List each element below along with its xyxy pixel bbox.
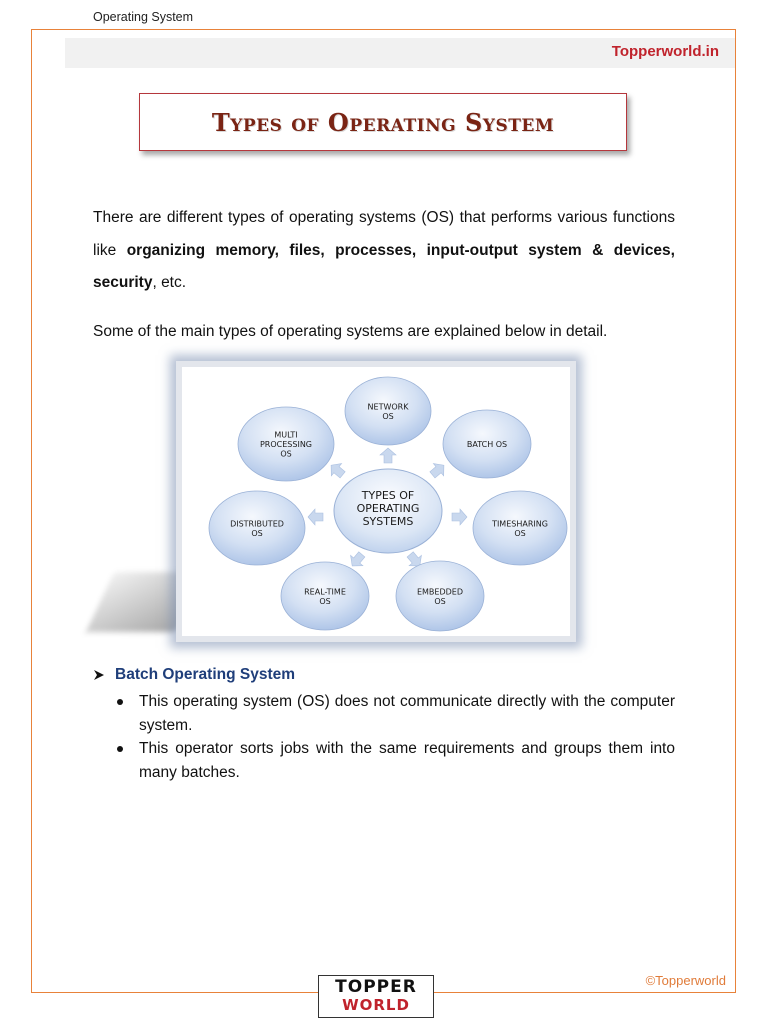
arrow-bullet-icon: [93, 669, 105, 681]
bullet-dot-icon: [117, 746, 123, 752]
running-header: Operating System: [93, 10, 194, 24]
topperworld-logo: [318, 975, 434, 1018]
intro-bold-text: organizing memory, files, processes, input-output system & devices, security: [93, 241, 675, 291]
node-label: OS: [434, 596, 446, 606]
connector-arrow-icon: [427, 459, 449, 481]
connector-arrow-icon: [452, 509, 467, 525]
node-label: OS: [382, 411, 394, 421]
brand-link[interactable]: Topperworld.in: [611, 43, 719, 60]
node-label: REAL-TIME: [304, 587, 346, 597]
node-label: OS: [251, 528, 263, 538]
connector-arrow-icon: [380, 448, 396, 463]
logo-top-text: TOPPER: [335, 977, 417, 997]
node-label: DISTRIBUTED: [230, 519, 284, 529]
bullet-dot-icon: [117, 699, 123, 705]
center-node-label: TYPES OF: [361, 489, 415, 502]
connector-arrow-icon: [308, 509, 323, 525]
os-types-diagram: [176, 361, 576, 642]
intro-text-before: There are different types of operating systems (OS) that performs various functions like: [93, 209, 675, 259]
bullet-text: This operator sorts jobs with the same requirements and groups them into many batches.: [139, 740, 675, 781]
copyright-text: ©Topperworld: [645, 973, 726, 988]
intro-text-after: , etc.: [152, 274, 187, 291]
node-label: NETWORK: [367, 402, 409, 412]
node-label: MULTI: [274, 430, 298, 440]
node-label: OS: [514, 528, 526, 538]
bullet-list: [115, 690, 675, 784]
intro-paragraph: [93, 202, 675, 300]
node-label: TIMESHARING: [492, 519, 548, 529]
center-node-label: SYSTEMS: [362, 515, 414, 528]
node-label: BATCH OS: [466, 440, 508, 449]
node-label: PROCESSING: [259, 440, 313, 449]
section-heading: [93, 666, 295, 684]
logo-bottom-text: WORLD: [342, 996, 410, 1014]
bullet-text: This operating system (OS) does not communicate directly with the computer system.: [139, 693, 675, 734]
connector-arrow-icon: [326, 459, 348, 481]
diagram-canvas: [182, 367, 570, 636]
page-title: Types of Operating System: [211, 107, 555, 137]
node-label: OS: [319, 596, 331, 606]
list-item: [115, 690, 675, 737]
section-heading-text: Batch Operating System: [115, 666, 296, 683]
center-node-label: OPERATING: [356, 502, 420, 515]
node-label: EMBEDDED: [416, 587, 464, 597]
list-item: [115, 737, 675, 784]
title-box: [139, 93, 627, 151]
node-label: OS: [280, 449, 292, 459]
lead-in-paragraph: Some of the main types of operating systems are explained below in detail.: [93, 323, 608, 340]
brand-bar: [65, 38, 735, 68]
